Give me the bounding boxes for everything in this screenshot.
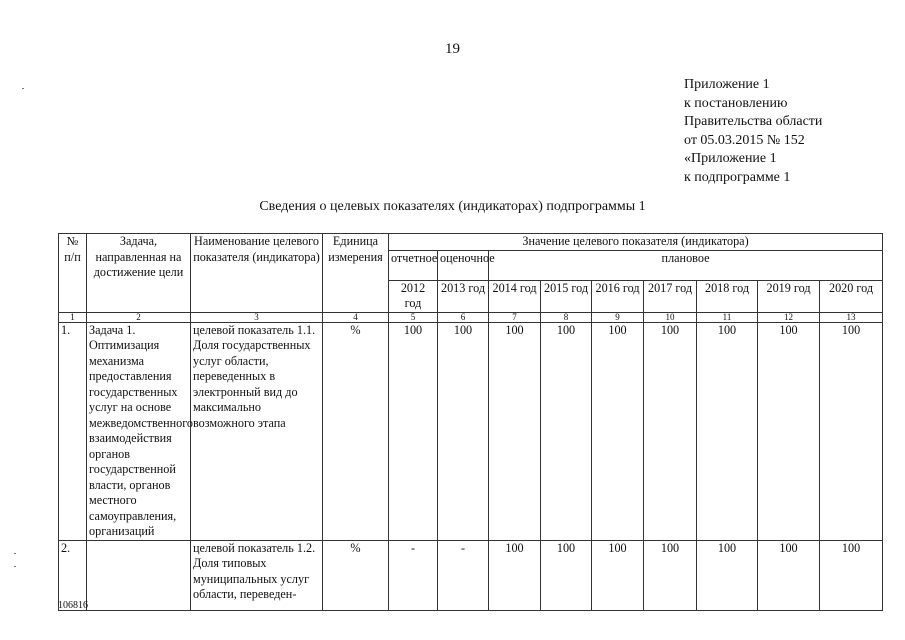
- column-number: 3: [191, 312, 323, 322]
- row-unit: %: [323, 540, 389, 610]
- row-value: 100: [758, 322, 820, 540]
- indicators-table: [58, 233, 883, 611]
- footer-code: 106816: [58, 600, 88, 611]
- appendix-line: Приложение 1: [684, 77, 770, 92]
- row-num: 2.: [59, 540, 87, 610]
- row-value: 100: [438, 322, 489, 540]
- table-row: [59, 540, 883, 610]
- row-value: -: [389, 540, 438, 610]
- row-value: 100: [541, 322, 592, 540]
- scan-artifact: [22, 88, 24, 89]
- scan-artifact: [14, 566, 16, 567]
- row-value: 100: [592, 540, 644, 610]
- appendix-line: «Приложение 1: [684, 151, 777, 167]
- row-value: 100: [820, 322, 883, 540]
- header-year: 2020 год: [820, 280, 883, 312]
- row-indicator: целевой показатель 1.1. Доля государственных услуг области, переведенных в электронный вид до максимально возможного этапа: [191, 322, 323, 540]
- row-unit: %: [323, 322, 389, 540]
- column-number: 6: [438, 312, 489, 322]
- column-number: 9: [592, 312, 644, 322]
- column-number: 10: [644, 312, 697, 322]
- row-num: 1.: [59, 322, 87, 540]
- header-estimated: оценочное: [438, 250, 489, 280]
- header-year: 2016 год: [592, 280, 644, 312]
- row-task: [87, 540, 191, 610]
- document-title: Сведения о целевых показателях (индикаторах) подпрограммы 1: [259, 199, 646, 214]
- column-number: 13: [820, 312, 883, 322]
- row-value: 100: [758, 540, 820, 610]
- appendix-line: Правительства области: [684, 114, 823, 130]
- column-number: 7: [489, 312, 541, 322]
- page-number: 19: [445, 41, 460, 57]
- header-unit: Единица измерения: [323, 234, 389, 313]
- row-value: 100: [389, 322, 438, 540]
- row-indicator: целевой показатель 1.2. Доля типовых муниципальных услуг области, переведен-: [191, 540, 323, 610]
- header-planned: плановое: [489, 250, 883, 280]
- row-value: 100: [644, 540, 697, 610]
- appendix-line: к подпрограмме 1: [684, 169, 791, 185]
- header-year: 2017 год: [644, 280, 697, 312]
- header-year: 2014 год: [489, 280, 541, 312]
- row-value: 100: [697, 540, 758, 610]
- row-value: 100: [489, 322, 541, 540]
- row-task: Задача 1. Оптимизация механизма предоставления государственных услуг на основе межведомственного взаимодействия органов государственной власти, органов местного самоуправления, организаций: [87, 322, 191, 540]
- column-number: 4: [323, 312, 389, 322]
- column-number: 8: [541, 312, 592, 322]
- row-value: 100: [820, 540, 883, 610]
- appendix-block: [684, 76, 822, 188]
- appendix-line: от 05.03.2015 № 152: [684, 132, 805, 148]
- appendix-line: к постановлению: [684, 95, 788, 111]
- header-task: Задача, направленная на достижение цели: [87, 234, 191, 313]
- row-value: 100: [592, 322, 644, 540]
- header-indicator: Наименование целевого показателя (индикатора): [191, 234, 323, 313]
- column-number: 2: [87, 312, 191, 322]
- header-year: 2019 год: [758, 280, 820, 312]
- column-number: 5: [389, 312, 438, 322]
- column-number: 12: [758, 312, 820, 322]
- header-year: 2013 год: [438, 280, 489, 312]
- row-value: 100: [644, 322, 697, 540]
- column-number: 11: [697, 312, 758, 322]
- column-number: 1: [59, 312, 87, 322]
- header-reported: отчетное: [389, 250, 438, 280]
- header-year: 2015 год: [541, 280, 592, 312]
- row-value: -: [438, 540, 489, 610]
- row-value: 100: [541, 540, 592, 610]
- header-year: 2012 год: [389, 280, 438, 312]
- row-value: 100: [489, 540, 541, 610]
- header-num: № п/п: [59, 234, 87, 313]
- row-value: 100: [697, 322, 758, 540]
- header-year: 2018 год: [697, 280, 758, 312]
- scan-artifact: [14, 553, 16, 554]
- header-value-group: Значение целевого показателя (индикатора): [389, 234, 883, 251]
- table-row: [59, 322, 883, 540]
